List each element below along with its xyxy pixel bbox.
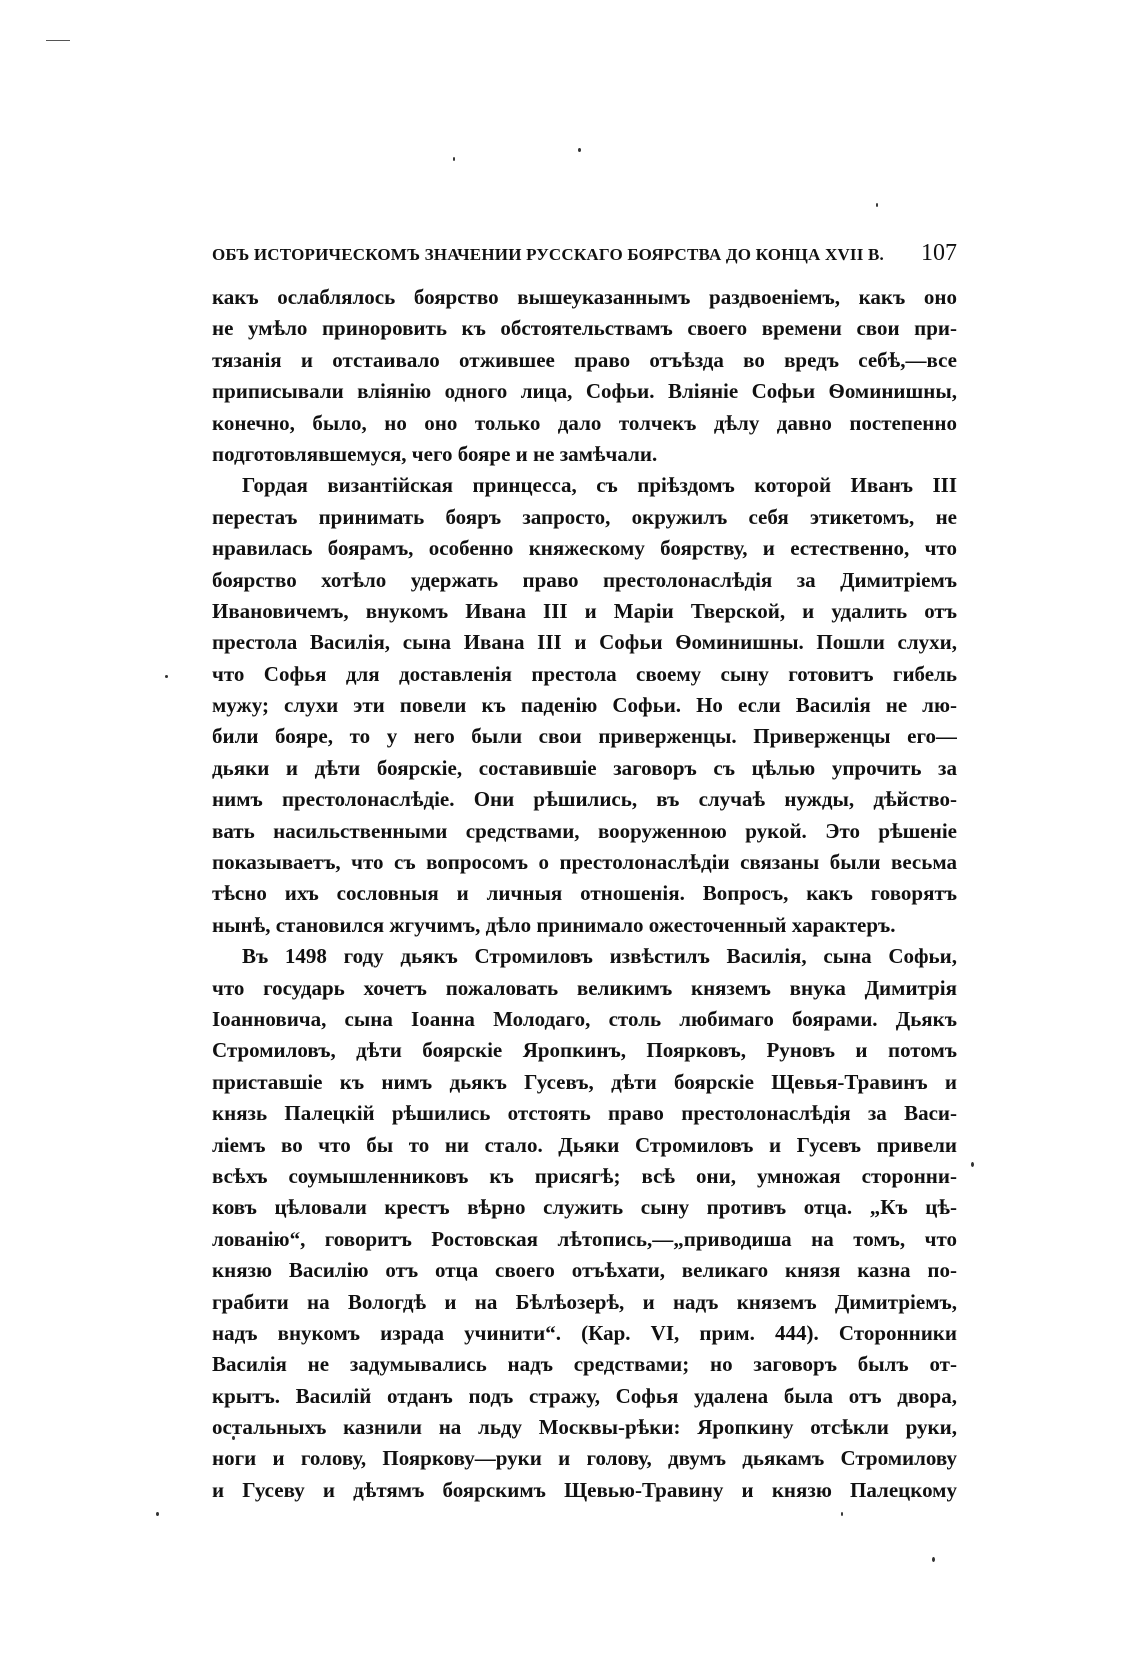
text-line: тязанія и отстаивало отжившее право отъѣзда во вредъ себѣ,—все [212, 347, 957, 372]
text-line: какъ ослаблялось боярство вышеуказаннымъ раздвоеніемъ, какъ оно [212, 285, 957, 309]
text-line: нынѣ, становился жгучимъ, дѣло принимало ожесточенный характеръ. [212, 912, 896, 937]
scan-speck [841, 1512, 843, 1516]
text-line: мужу; слухи эти повели къ паденію Софьи. Но если Василія не лю- [212, 693, 957, 718]
running-header [212, 240, 957, 270]
text-line: ноги и голову, Пояркову—руки и голову, двумъ дьякамъ Стромилову [212, 1446, 957, 1471]
text-line: дьяки и дѣти боярскіе, составившіе заговоръ съ цѣлью упрочить за [212, 755, 957, 780]
scan-speck [165, 675, 168, 678]
text-line: тѣсно ихъ сословныя и личныя отношенія. Вопросъ, какъ говорятъ [212, 881, 957, 906]
text-line: Гордая византійская принцесса, съ пріѣздомъ которой Иванъ III [242, 473, 957, 498]
text-line: нимъ престолонаслѣдіе. Они рѣшились, въ случаѣ нужды, дѣйство- [212, 787, 957, 812]
text-line: крытъ. Василій отданъ подъ стражу, Софья удалена была отъ двора, [212, 1383, 957, 1408]
text-line: что Софья для доставленія престола своему сыну готовитъ гибель [212, 661, 957, 686]
text-line: Іоанновича, сына Іоанна Молодаго, столь любимаго боярами. Дьякъ [212, 1006, 957, 1031]
text-line: вать насильственными средствами, вооруженною рукой. Это рѣшеніе [212, 818, 957, 843]
text-line: престола Василія, сына Ивана III и Софьи Ѳоминишны. Пошли слухи, [212, 630, 957, 655]
text-line: грабити на Вологдѣ и на Бѣлѣозерѣ, и надъ княземъ Димитріемъ, [212, 1289, 957, 1314]
text-line: перестаъ принимать бояръ запросто, окружилъ себя этикетомъ, не [212, 504, 957, 529]
scan-speck [876, 203, 878, 207]
text-line: остальныхъ казнили на льду Москвы-рѣки: Яропкину отсѣкли руки, [212, 1415, 957, 1440]
text-line: ковъ цѣловали крестъ вѣрно служить сыну противъ отца. „Къ цѣ- [212, 1195, 957, 1220]
text-line: не умѣло приноровить къ обстоятельствамъ своего времени свои при- [212, 316, 957, 341]
scan-speck [156, 1512, 159, 1516]
text-line: всѣхъ соумышленниковъ къ присягѣ; всѣ они, умножая сторонни- [212, 1163, 957, 1188]
text-line: нравилась боярамъ, особенно княжескому боярству, и естественно, что [212, 536, 957, 561]
body-text [212, 282, 957, 1506]
text-line: князь Палецкій рѣшились отстоять право престолонаслѣдія за Васи- [212, 1101, 957, 1126]
text-line: приписывали вліянію одного лица, Софьи. Вліяніе Софьи Ѳоминишны, [212, 379, 957, 404]
text-line: ліемъ во что бы то ни стало. Дьяки Стромиловъ и Гусевъ привели [212, 1132, 957, 1157]
text-line: князю Василію отъ отца своего отъѣхати, великаго князя казна по- [212, 1258, 957, 1283]
text-line: лованію“, говоритъ Ростовская лѣтопись,—„приводиша на томъ, что [212, 1226, 957, 1251]
text-line: подготовлявшемуся, чего бояре и не замѣчали. [212, 441, 658, 466]
scan-mark [46, 40, 70, 41]
text-line: что государь хочетъ пожаловать великимъ княземъ внука Димитрія [212, 975, 957, 1000]
running-title: ОБЪ ИСТОРИЧЕСКОМЪ ЗНАЧЕНИИ РУССКАГО БОЯРСТВА ДО КОНЦА XVII В. [212, 245, 884, 264]
scan-speck [453, 157, 455, 161]
text-line: Василія не задумывались надъ средствами; но заговоръ былъ от- [212, 1352, 957, 1377]
scan-speck [932, 1557, 935, 1562]
text-line: Ивановичемъ, внукомъ Ивана III и Маріи Тверской, и удалить отъ [212, 598, 957, 623]
text-line: Въ 1498 году дьякъ Стромиловъ извѣстилъ Василія, сына Софьи, [242, 944, 957, 969]
text-line: и Гусеву и дѣтямъ боярскимъ Щевью-Травину и князю Палецкому [212, 1477, 957, 1502]
text-line: боярство хотѣло удержать право престолонаслѣдія за Димитріемъ [212, 567, 957, 592]
text-line: приставшіе къ нимъ дьякъ Гусевъ, дѣти боярскіе Щевья-Травинъ и [212, 1069, 957, 1094]
text-line: Стромиловъ, дѣти боярскіе Яропкинъ, Поярковъ, Руновъ и потомъ [212, 1038, 957, 1063]
scan-speck [971, 1162, 974, 1167]
text-line: показываетъ, что съ вопросомъ о престолонаслѣдіи связаны были весьма [212, 850, 957, 875]
page-number: 107 [921, 240, 957, 266]
text-line: конечно, было, но оно только дало толчекъ дѣлу давно постепенно [212, 410, 957, 435]
scan-speck [578, 148, 581, 152]
text-line: били бояре, то у него были свои приверженцы. Приверженцы его— [212, 724, 957, 749]
text-line: надъ внукомъ израда учинити“. (Кар. VI, прим. 444). Сторонники [212, 1320, 957, 1345]
